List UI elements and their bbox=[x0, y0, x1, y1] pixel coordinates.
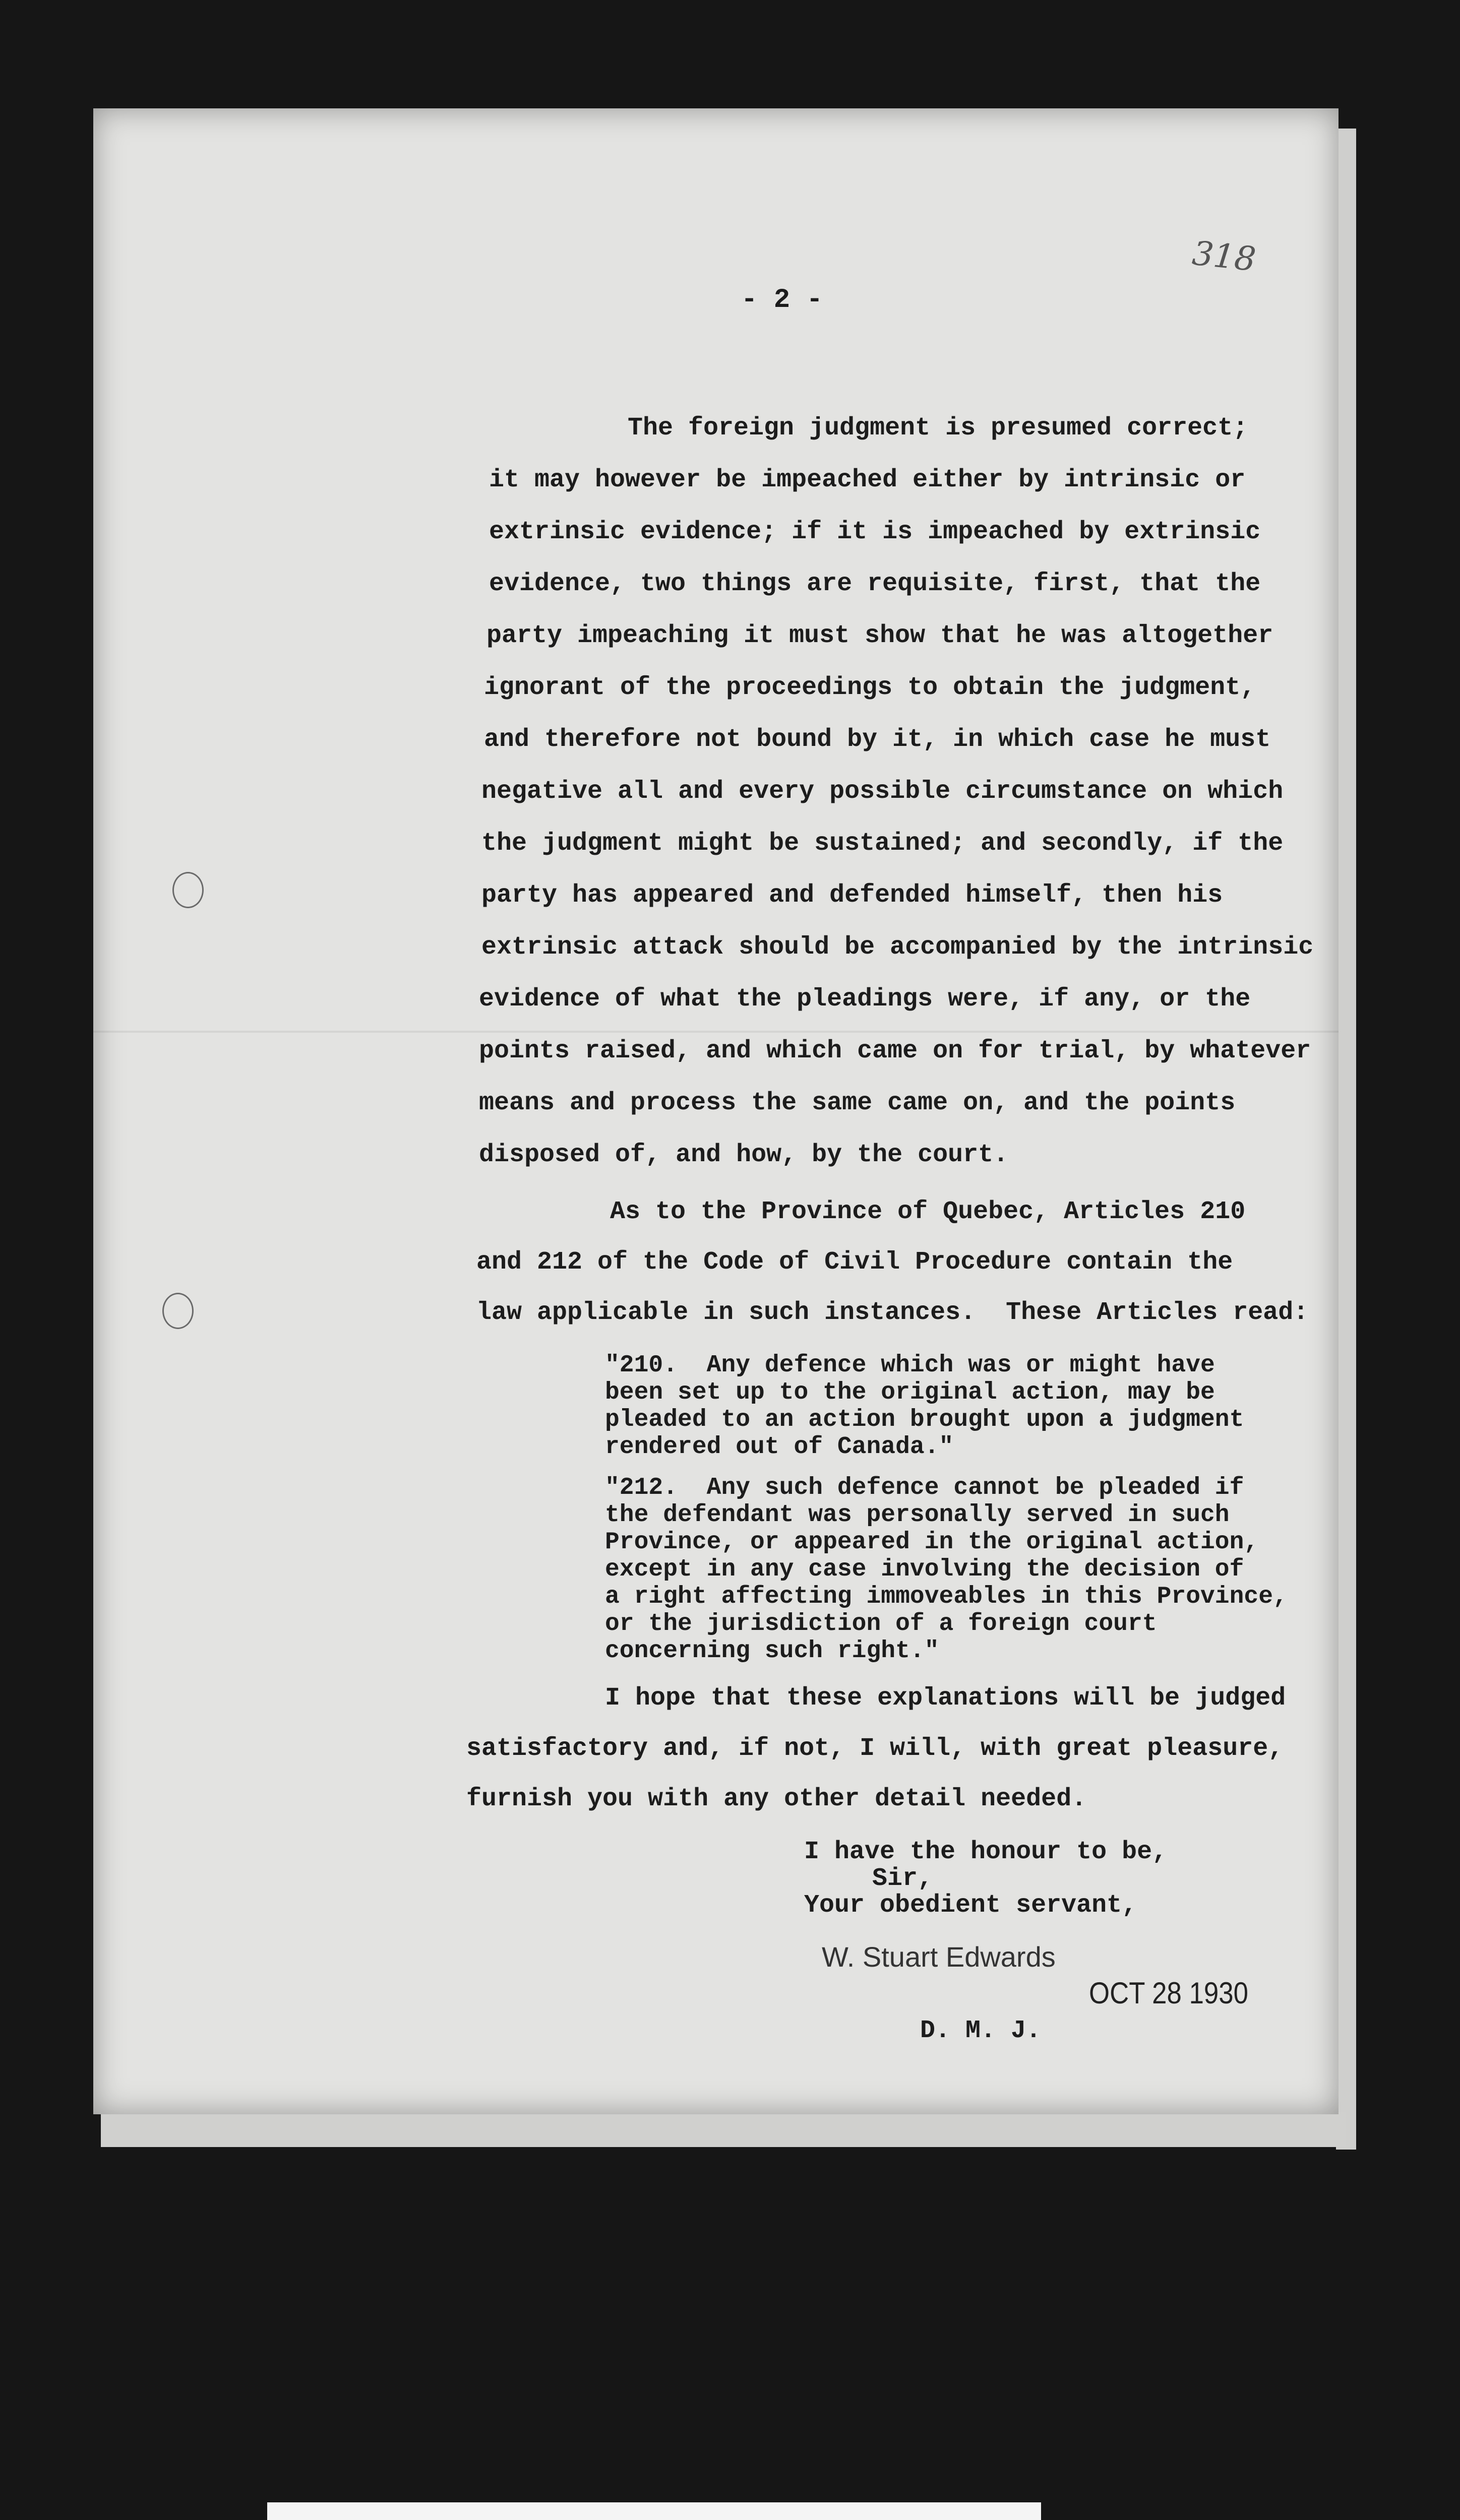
paragraph-line: the judgment might be sustained; and secondly, if the bbox=[481, 829, 1284, 858]
paragraph-line: party impeaching it must show that he was altogether bbox=[486, 621, 1273, 650]
signature-stamp: W. Stuart Edwards bbox=[822, 1941, 1056, 1973]
quote-line: concerning such right." bbox=[605, 1637, 939, 1665]
quote-line: pleaded to an action brought upon a judgment bbox=[605, 1406, 1244, 1433]
paragraph-line: I hope that these explanations will be judged bbox=[605, 1684, 1286, 1713]
date-stamp: OCT 28 1930 bbox=[1089, 1976, 1249, 2010]
paragraph-line: The foreign judgment is presumed correct; bbox=[628, 414, 1248, 443]
quote-line: the defendant was personally served in such bbox=[605, 1501, 1230, 1529]
quote-line: been set up to the original action, may be bbox=[605, 1379, 1215, 1406]
paragraph-line: means and process the same came on, and the points bbox=[479, 1089, 1236, 1117]
quote-line: "210. Any defence which was or might have bbox=[605, 1352, 1215, 1379]
punch-hole bbox=[172, 872, 204, 908]
quote-line: Province, or appeared in the original action, bbox=[605, 1529, 1259, 1556]
paragraph-line: and 212 of the Code of Civil Procedure contain the bbox=[476, 1248, 1233, 1277]
paragraph-line: evidence, two things are requisite, first, that the bbox=[489, 570, 1261, 598]
quote-line: a right affecting immoveables in this Province, bbox=[605, 1583, 1288, 1610]
paragraph-line: evidence of what the pleadings were, if any, or the bbox=[479, 985, 1251, 1014]
page-edge bbox=[1336, 129, 1356, 2150]
page-number: - 2 - bbox=[741, 285, 823, 316]
paragraph-line: ignorant of the proceedings to obtain the judgment, bbox=[484, 673, 1256, 702]
closing-line: I have the honour to be, bbox=[804, 1838, 1168, 1866]
paragraph-line: it may however be impeached either by intrinsic or bbox=[489, 466, 1246, 494]
paragraph-line: extrinsic evidence; if it is impeached by extrinsic bbox=[489, 518, 1261, 546]
closing-line: Sir, bbox=[872, 1864, 933, 1893]
quote-line: "212. Any such defence cannot be pleaded if bbox=[605, 1474, 1244, 1501]
paragraph-line: points raised, and which came on for trial, by whatever bbox=[479, 1037, 1311, 1065]
archive-reference-label bbox=[267, 2502, 1041, 2520]
initials: D. M. J. bbox=[920, 2017, 1042, 2045]
punch-hole bbox=[162, 1293, 194, 1329]
paragraph-line: law applicable in such instances. These Articles read: bbox=[476, 1298, 1309, 1327]
closing-line: Your obedient servant, bbox=[804, 1891, 1137, 1920]
paragraph-line: and therefore not bound by it, in which case he must bbox=[484, 725, 1271, 754]
paragraph-line: furnish you with any other detail needed. bbox=[466, 1785, 1087, 1813]
paragraph-line: satisfactory and, if not, I will, with great pleasure, bbox=[466, 1734, 1284, 1763]
page-bottom-edge bbox=[101, 2112, 1346, 2147]
quote-line: rendered out of Canada." bbox=[605, 1433, 954, 1461]
paragraph-line: negative all and every possible circumstance on which bbox=[481, 777, 1284, 806]
paragraph-line: As to the Province of Quebec, Articles 210 bbox=[610, 1198, 1246, 1226]
paragraph-line: disposed of, and how, by the court. bbox=[479, 1141, 1009, 1169]
quote-line: or the jurisdiction of a foreign court bbox=[605, 1610, 1157, 1637]
paragraph-line: party has appeared and defended himself, then his bbox=[481, 881, 1223, 910]
folio-number: 318 bbox=[1190, 233, 1258, 279]
quote-line: except in any case involving the decision of bbox=[605, 1556, 1244, 1583]
page-fold bbox=[93, 1031, 1339, 1033]
paragraph-line: extrinsic attack should be accompanied by the intrinsic bbox=[481, 933, 1314, 962]
